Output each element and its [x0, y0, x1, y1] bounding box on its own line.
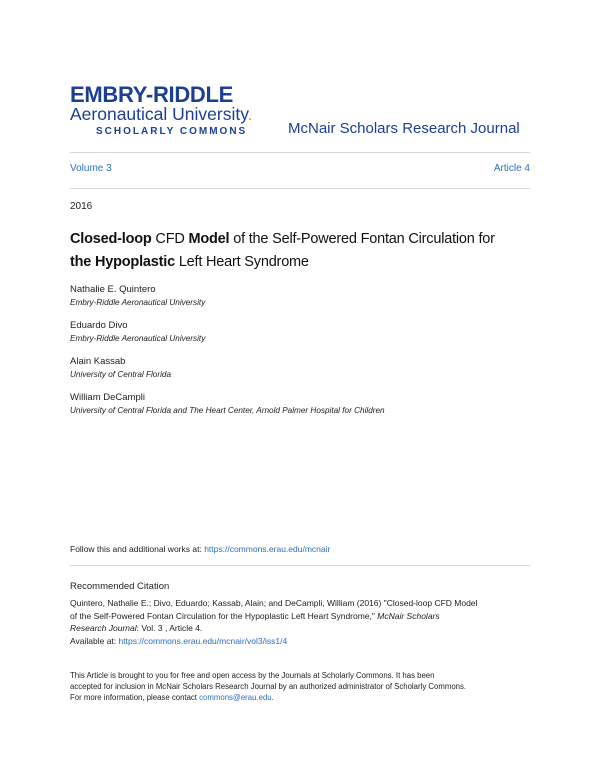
title-part: Closed-loop [70, 231, 152, 247]
author-name: Eduardo Divo [70, 320, 128, 331]
citation-journal: Research Journal [70, 623, 137, 633]
recommended-citation-body [70, 597, 532, 647]
follow-line [70, 544, 330, 554]
footer-text: This Article is brought to you for free and open access by the Journals at Scholarly Commons. It has been [70, 671, 435, 680]
author-name: Alain Kassab [70, 356, 126, 367]
logo-aeronautical-university [70, 104, 253, 124]
citation-text: : Vol. 3 , Article 4. [136, 623, 203, 633]
logo-dot: . [247, 104, 253, 124]
citation-link[interactable]: https://commons.erau.edu/mcnair/vol3/iss1/4 [118, 635, 288, 646]
title-part: Model [188, 231, 230, 247]
footer-text: . [271, 693, 274, 702]
divider-volume [70, 188, 530, 189]
title-part: the Hypoplastic [70, 254, 175, 270]
citation-text: Quintero, Nathalie E.; Divo, Eduardo; Kassab, Alain; and DeCampli, William (2016) "Closed-loop CFD Model [70, 598, 478, 608]
footer-notice [70, 670, 540, 703]
recommended-citation-heading: Recommended Citation [70, 581, 170, 592]
citation-text: of the Self-Powered Fontan Circulation for the Hypoplastic Left Heart Syndrome," [70, 610, 378, 621]
footer-text: accepted for inclusion in McNair Scholars Research Journal by an authorized administrator of Scholarly Commons. [70, 682, 467, 691]
divider-follow [70, 565, 530, 566]
author-name: Nathalie E. Quintero [70, 284, 156, 295]
publication-year: 2016 [70, 201, 93, 212]
footer-text: For more information, please contact [70, 693, 200, 702]
article-title [70, 228, 540, 274]
author-name: William DeCampli [70, 392, 145, 403]
author-affiliation: University of Central Florida and The Heart Center, Arnold Palmer Hospital for Children [70, 406, 385, 415]
journal-title-link[interactable]: McNair Scholars Research Journal [288, 120, 520, 137]
author-affiliation: Embry-Riddle Aeronautical University [70, 334, 206, 343]
divider-top [70, 152, 530, 153]
author-affiliation: Embry-Riddle Aeronautical University [70, 298, 206, 307]
citation-journal: McNair Scholars [377, 610, 440, 621]
title-part: CFD [155, 231, 185, 247]
logo-embry-riddle: EMBRY-RIDDLE [70, 82, 234, 107]
logo-scholarly-commons: SCHOLARLY COMMONS [96, 126, 248, 137]
article-link[interactable]: Article 4 [493, 163, 530, 174]
citation-text: Available at: [70, 635, 119, 646]
logo-line2-text: Aeronautical University [70, 104, 248, 124]
title-part: Left Heart Syndrome [178, 254, 309, 270]
author-affiliation: University of Central Florida [70, 370, 172, 379]
volume-link[interactable]: Volume 3 [70, 163, 112, 174]
follow-link[interactable]: https://commons.erau.edu/mcnair [204, 544, 331, 554]
title-part: of the Self-Powered Fontan Circulation for [233, 231, 495, 247]
follow-text: Follow this and additional works at: [70, 544, 205, 554]
contact-email-link[interactable]: commons@erau.edu [199, 693, 272, 702]
